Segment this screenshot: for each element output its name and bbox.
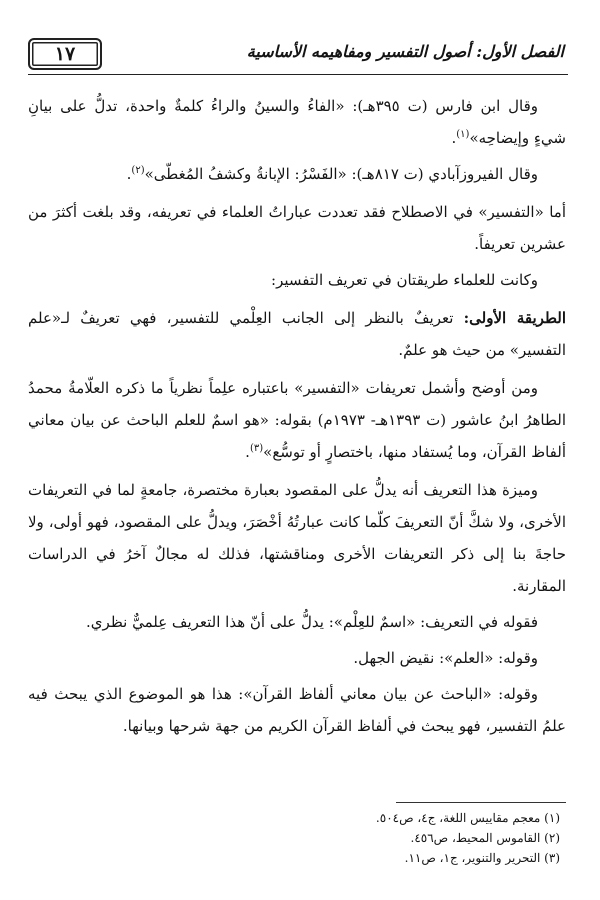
main-text [28, 90, 566, 742]
footnote-ref-2: (٢) [131, 165, 145, 176]
footnote-ref-1: (١) [456, 129, 470, 140]
page-number: ١٧ [28, 38, 102, 70]
paragraph-first-method: الطريقة الأولى: تعريفٌ بالنظر إلى الجانب العِلْمي للتفسير، فهي تعريفٌ لـ«علم التفسير» من حيث هو علمٌ. [28, 309, 567, 359]
first-method-label: الطريقة الأولى: [463, 309, 567, 327]
footnotes [28, 808, 560, 868]
footnote-3: (٣) التحرير والتنوير، ج١، ص١١. [404, 851, 560, 865]
footnote-1: (١) معجم مقاييس اللغة، ج٤، ص٥٠٤. [375, 811, 560, 825]
paragraph-istilah: أما «التفسير» في الاصطلاح فقد تعددت عباراتُ العلماء في تعريفه، وقد بلغت أكثرَ من عشرين تعريفاً. [28, 203, 566, 253]
footnote-2: (٢) القاموس المحيط، ص٤٥٦. [410, 831, 560, 845]
footnote-ref-3: (٣) [249, 443, 264, 454]
footnote-divider [396, 802, 566, 803]
page-header [28, 36, 568, 75]
running-title: الفصل الأول: أصول التفسير ومفاهيمه الأساسية [246, 42, 564, 61]
paragraph-fairuzabadi: وقال الفيروزآبادي (ت ٨١٧هـ): «الفَسْرُ: الإبانةُ وكشفُ المُغطّى»$^{(٢)}$. [126, 165, 538, 183]
paragraph-ibn-ashur: ومن أوضح وأشمل تعريفات «التفسير» باعتباره علِماً نظرياً ما ذكره العلّامةُ محمدُ الطاهرُ ابنُ عاشور (ت ١٣٩٣هـ- ١٩٧٣م) بقوله: «هو اسمٌ للعلم الباحث عن بيان معاني ألفاظ القرآن، وما يُستفاد منها، باختصارٍ أو توسُّع»$^{(٣)}$. [28, 379, 566, 461]
paragraph-ibn-faris: وقال ابن فارس (ت ٣٩٥هـ): «الفاءُ والسينُ والراءُ كلمةٌ واحدة، تدلُّ على بيانِ شيءٍ وإيضاحِه»$^{(١)}$. [28, 97, 566, 147]
paragraph-al-bahith: وقوله: «الباحث عن بيان معاني ألفاظ القرآن»: هذا هو الموضوع الذي يبحث فيه علمُ التفسير، فهو يبحث في ألفاظ القرآن الكريم من جهة شرحها وبيانها. [28, 685, 566, 735]
paragraph-ism-lililm: فقوله في التعريف: «اسمٌ للعِلْم»: يدلُّ على أنّ هذا التعريف عِلميٌّ نظري. [86, 613, 538, 631]
paragraph-al-ilm: وقوله: «العلم»: نقيض الجهل. [353, 649, 538, 667]
paragraph-definition-merit: وميزة هذا التعريف أنه يدلُّ على المقصود بعبارة مختصرة، جامعةٍ لما في التعريفات الأخرى، ولا شكَّ أنّ التعريفَ كلّما كانت عبارتُهُ أخْصَرَ، ويدلُّ على المقصود، فهو أولى، ولا حاجةَ بنا إلى ذكر التعريفات الأخرى ومناقشتها، فذلك له مجالٌ آخرُ في الدراسات المقارنة. [28, 481, 566, 595]
paragraph-two-methods: وكانت للعلماء طريقتان في تعريف التفسير: [271, 271, 538, 289]
